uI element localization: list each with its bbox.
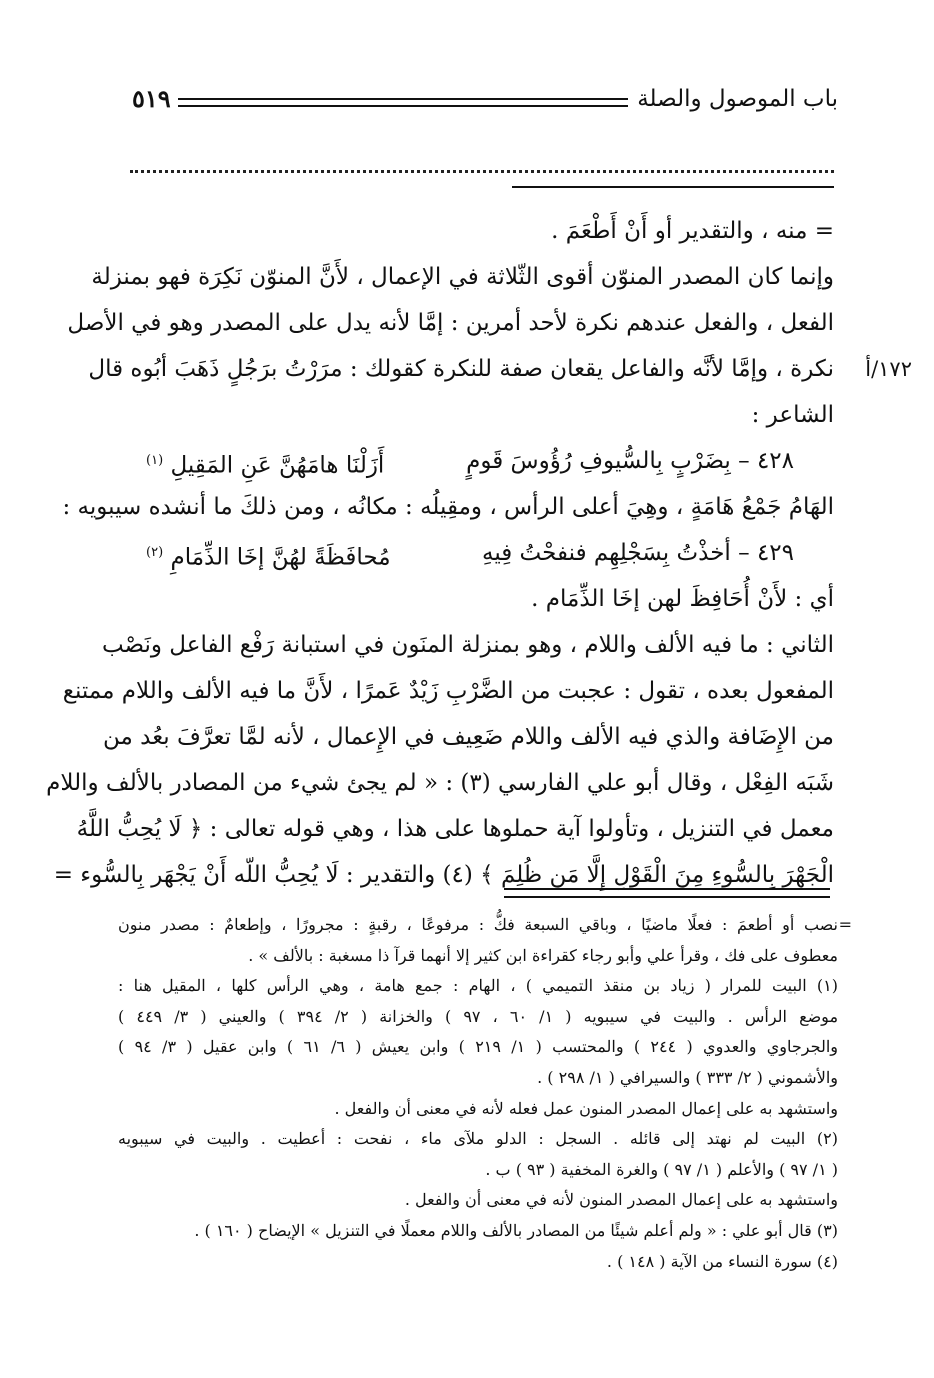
text-line: الثاني : ما فيه الألف واللام ، وهو بمنزلة المنَون في استبانة رَفْع الفاعل ونَصْب [101,632,834,658]
footnote-line: (٢) البيت لم نهتد إلى قائله . السجل : الدلو ملآى ماء ، نفحت : أعطيت . والبيت في سيبويه [118,1129,838,1149]
footnote-line: والأشموني ( ٢/ ٣٣٣ ) والسيرافي ( ١/ ٢٩٨ ) . [537,1067,838,1087]
footnote-line: (١) البيت للمرار ( زياد بن منقذ التميمي ) ، الهام : جمع هامة ، وهي الرأس كلها ، المقيل هنا : [118,976,839,996]
footnote-line: (٤) سورة النساء من الآية ( ١٤٨ ) . [606,1251,838,1271]
verse-second-hemistich [146,438,384,489]
verse-first-hemistich: ٤٢٨ – بِضَرْبٍ بِالسُّيوفِ رُؤُوسَ قَومٍ [466,448,794,474]
text-line: الهَامُ جَمْعُ هَامَةٍ ، وهِيَ أعلى الرأس ، ومقِيلُه : مكانُه ، ومن ذلكَ ما أنشده سيبويه : [62,494,834,520]
footnote-text: نصب أو أطعمَ : فعلًا ماضيًا ، وباقي السبعة فكُّ : مرفوعًا ، رقبةٍ : مجرورًا ، وإطعامٌ : مصدر منون [118,915,838,934]
header-rule [178,98,628,107]
margin-folio-note: ١٧٢/أ [865,357,912,381]
footnote-ref: (٢) [146,545,164,560]
continuation-mark: = [838,915,852,934]
footnote-line: موضع الرأس . والبيت في سيبويه ( ١/ ٦٠ ، ٩٧ ) والخزانة ( ٢/ ٣٩٤ ) والعيني ( ٣/ ٤٤٩ ) [118,1006,839,1026]
text-line: الفعل ، والفعل عندهم نكرة لأحد أمرين : إمَّا لأنه يدل على المصدر وهو في الأصل [67,310,834,336]
text-line: الشاعر : [751,402,834,428]
footnotes [118,910,852,1277]
footnote-line [118,910,852,941]
running-header [124,84,838,124]
footnote-line: واستشهد به على إعمال المصدر المنون لأنه في معنى أن والفعل . [404,1190,838,1210]
verse-second-hemistich [146,530,391,581]
text-line: شَبَه الفِعْل ، وقال أبو علي الفارسي (٣) : « لم يجئ شيء من المصادر بالألف واللام [46,770,834,796]
footnote-line: معطوف على فك ، وقرأ علي وأبو رجاء كقراءة ابن كثير إلا أنهما قرآ ذا مسغبة : بالألف » . [248,945,838,965]
text-line: المفعول بعده ، تقول : عجبت من الضَّرْبِ زَيْدٌ عَمرًا ، لأَنَّ ما فيه الألف واللام ممتنع [62,678,834,704]
footnote-line: ( ١/ ٩٧ ) والأعلم ( ١/ ٩٧ ) والغرة المخفية ( ٩٣ ) ب . [485,1159,838,1179]
footnote-line: واستشهد به على إعمال المصدر المنون عمل فعله لأنه في معنى أن والفعل . [334,1098,838,1118]
footnote-separator [504,888,830,898]
text-line: وإنما كان المصدر المنوّن أقوى الثّلاثة في الإعمال ، لأَنَّ المنوّن نَكِرَة فهو بمنزلة [91,264,834,290]
footnote-ref: (١) [146,453,164,468]
footnote-line: (٣) قال أبو علي : « ولم أعلم شيئًا من المصادر بالألف واللام معملًا في التنزيل » الإيضاح ( ١٦٠ ) . [194,1220,838,1240]
text-line: من الإِضَافة والذي فيه الألف واللام ضَعِيف في الإِعمال ، لأنه لمَّا تعرَّفَ بعُد من [103,724,834,750]
verse-line [126,530,834,576]
dotted-separator [130,160,834,173]
main-text [46,208,912,898]
footnote-line: والجرجاوي والعدوي ( ٢٤٤ ) والمحتسب ( ١/ ٢١٩ ) وابن يعيش ( ٦/ ٦١ ) وابن عقيل ( ٣/ ٩٤ ) [118,1037,839,1057]
text-line-content: نكرة ، وإمَّا لأنَّه والفاعل يقعان صفة للنكرة كقولك : مرَرْتُ برَجُلٍ ذَهَبَ أبُوه قال [88,356,834,382]
text-line: معمل في التنزيل ، وتأولوا آية حملوها على هذا ، وهي قوله تعالى : ﴿ لَا يُحِبُّ اللَّهُ [76,816,834,842]
chapter-title: باب الموصول والصلة [637,86,838,112]
verse-first-hemistich: ٤٢٩ – أخذْتُ بِسَجْلِهِم فنفحْتُ فِيهِ [481,540,794,566]
verse-second-text: أَزَلْنَا هامَهُنَّ عَنِ المَقِيلِ [170,452,385,479]
text-line: = منه ، والتقدير أو أَنْ أَطْعَمَ . [551,218,834,244]
page-number: ٥١٩ [132,84,171,113]
verse-second-text: مُحافَظَةً لهُنَّ إخَا الذِّمَامِ [170,544,391,571]
text-line: أي : لأَنْ أُحَافِظَ لهن إخَا الذِّمَام . [531,586,834,612]
short-rule [512,186,834,188]
verse-line [126,438,834,484]
text-line [88,346,912,392]
text-line: الْجَهْرَ بِالسُّوءِ مِنَ الْقَوْلِ إِلَّا مَن ظُلِمَ ﴾ (٤) والتقدير : لَا يُحِبُّ اللّه أَنْ يَجْهَر بِالسُّوء = [53,862,834,888]
